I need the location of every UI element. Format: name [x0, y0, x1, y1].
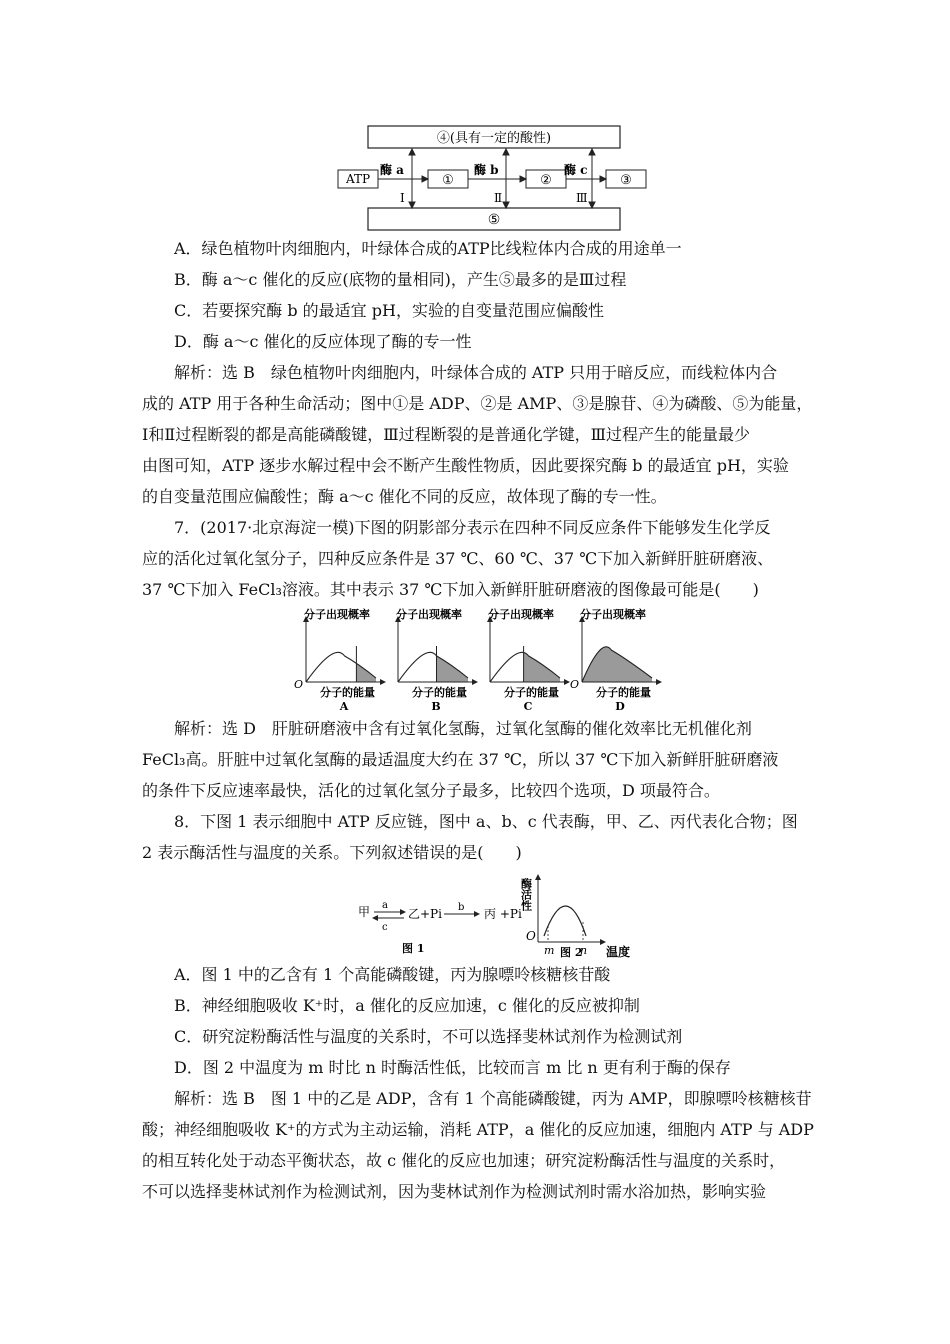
q6-analysis-line: 由图可知，ATP 逐步水解过程中会不断产生酸性物质，因此要探究酶 b 的最适宜 pH，实验 [142, 456, 789, 475]
q8-analysis-line: 酸；神经细胞吸收 K⁺的方式为主动运输，消耗 ATP，a 催化的反应加速，细胞内 ATP 与 ADP [142, 1120, 814, 1139]
q8-option-c: C．研究淀粉酶活性与温度的关系时，不可以选择斐林试剂作为检测试剂 [174, 1027, 683, 1046]
q8-figures [354, 870, 644, 960]
q6-analysis-line: 成的 ATP 用于各种生命活动；图中①是 ADP、②是 AMP、③是腺苷、④为磷酸、⑤为能量， [142, 394, 813, 413]
top-box-label: ④(具有一定的酸性) [436, 131, 552, 146]
shaded-area [582, 647, 652, 682]
fig2-caption: 图 2 [560, 946, 583, 959]
q8-analysis-line: 的相互转化处于动态平衡状态，故 c 催化的反应也加速；研究淀粉酶活性与温度的关系时， [142, 1151, 786, 1170]
shaded-area [490, 652, 560, 682]
enzyme-b-label: 酶 b [474, 163, 499, 177]
chain-c: c [382, 922, 388, 933]
q7-stem-line: 7．(2017·北京海淀一模)下图的阴影部分表示在四种不同反应条件下能够发生化学反 [174, 518, 771, 537]
chain-bing-pi: 丙 +Pi [484, 907, 522, 921]
shaded-area [306, 652, 376, 682]
q6-option-b: B．酶 a～c 催化的反应(底物的量相同)，产生⑤最多的是Ⅲ过程 [174, 270, 627, 289]
q7-analysis-line: 解析：选 D 肝脏研磨液中含有过氧化氢酶，过氧化氢酶的催化效率比无机催化剂 [174, 719, 752, 738]
fig1-caption: 图 1 [402, 942, 425, 955]
enzyme-c-label: 酶 c [564, 163, 588, 177]
q8-stem-line: 8．下图 1 表示细胞中 ATP 反应链，图中 a、b、c 代表酶，甲、乙、丙代表化合物；图 [174, 812, 798, 831]
panel-ylabel: 分子出现概率 [580, 608, 646, 621]
panel-ylabel: 分子出现概率 [488, 608, 554, 621]
atp-label: ATP [345, 172, 371, 186]
q8-option-a: A．图 1 中的乙含有 1 个高能磷酸键，丙为腺嘌呤核糖核苷酸 [174, 965, 611, 984]
q6-analysis-line: Ⅰ和Ⅱ过程断裂的都是高能磷酸键，Ⅲ过程断裂的是普通化学键，Ⅲ过程产生的能量最少 [142, 425, 751, 444]
enzyme-a-label: 酶 a [380, 163, 404, 177]
q7-stem-line: 37 ℃下加入 FeCl₃溶液。其中表示 37 ℃下加入新鲜肝脏研磨液的图像最可能是( ) [142, 580, 759, 599]
panel-xlabel: 分子的能量 [596, 686, 651, 699]
chain-a: a [382, 900, 388, 911]
atp-chain-diagram [330, 122, 660, 234]
n1-label: ① [442, 173, 454, 188]
fig2-origin: O [526, 929, 536, 943]
q8-option-b: B．神经细胞吸收 K⁺时，a 催化的反应加速，c 催化的反应被抑制 [174, 996, 640, 1015]
chain-b: b [458, 902, 465, 913]
panel-B [395, 607, 478, 713]
q6-option-a: A．绿色植物叶肉细胞内，叶绿体合成的ATP比线粒体内合成的用途单一 [174, 239, 682, 258]
roman-2-label: Ⅱ [494, 191, 503, 205]
q6-option-c: C．若要探究酶 b 的最适宜 pH，实验的自变量范围应偏酸性 [174, 301, 604, 320]
q7-stem-line: 应的活化过氧化氢分子，四种反应条件是 37 ℃、60 ℃、37 ℃下加入新鲜肝脏研磨液、 [142, 549, 774, 568]
q6-option-d: D．酶 a～c 催化的反应体现了酶的专一性 [174, 332, 472, 351]
panel-D [570, 607, 662, 713]
fig2-ylabel: 酶活性 [519, 878, 533, 911]
panel-letter: C [523, 700, 533, 713]
n2-label: ② [540, 173, 552, 188]
q6-analysis-line: 的自变量范围应偏酸性；酶 a～c 催化不同的反应，故体现了酶的专一性。 [142, 487, 667, 506]
shaded-area [398, 652, 468, 682]
q8-stem-line: 2 表示酶活性与温度的关系。下列叙述错误的是( ) [142, 843, 522, 862]
panel-A [294, 607, 386, 713]
q7-distribution-figures [296, 608, 696, 712]
chain-yi-pi: 乙+Pi [408, 907, 442, 921]
q8-analysis-line: 不可以选择斐林试剂作为检测试剂，因为斐林试剂作为检测试剂时需水浴加热，影响实验 [142, 1182, 767, 1201]
fig2-m: m [544, 944, 555, 957]
q7-analysis-line: 的条件下反应速率最快，活化的过氧化氢分子最多，比较四个选项，D 项最符合。 [142, 781, 720, 800]
panel-xlabel: 分子的能量 [412, 686, 467, 699]
roman-1-label: Ⅰ [400, 191, 405, 205]
bottom-box-label: ⑤ [487, 212, 501, 228]
q7-analysis-line: FeCl₃高。肝脏中过氧化氢酶的最适温度大约在 37 ℃，所以 37 ℃下加入新鲜肝脏研磨液 [142, 750, 779, 769]
chain-jia: 甲 [358, 905, 371, 919]
panel-xlabel: 分子的能量 [504, 686, 559, 699]
panel-origin: O [294, 678, 304, 691]
panel-ylabel: 分子出现概率 [396, 608, 462, 621]
q6-analysis-line: 解析：选 B 绿色植物叶肉细胞内，叶绿体合成的 ATP 只用于暗反应，而线粒体内合 [174, 363, 778, 382]
panel-letter: D [615, 700, 625, 713]
fig2-n: n [580, 944, 588, 957]
n3-label: ③ [620, 173, 632, 188]
roman-3-label: Ⅲ [576, 191, 588, 205]
panel-xlabel: 分子的能量 [320, 686, 375, 699]
panel-ylabel: 分子出现概率 [304, 608, 370, 621]
q8-option-d: D．图 2 中温度为 m 时比 n 时酶活性低，比较而言 m 比 n 更有利于酶的保存 [174, 1058, 731, 1077]
panel-letter: B [431, 700, 441, 713]
enzyme-activity-curve [544, 906, 586, 936]
q8-analysis-line: 解析：选 B 图 1 中的乙是 ADP，含有 1 个高能磷酸键，丙为 AMP，即腺嘌呤核糖核苷 [174, 1089, 812, 1108]
panel-letter: A [339, 700, 349, 713]
panel-C [487, 607, 570, 713]
panel-origin: O [570, 678, 580, 691]
fig2-xlabel: 温度 [606, 945, 631, 959]
